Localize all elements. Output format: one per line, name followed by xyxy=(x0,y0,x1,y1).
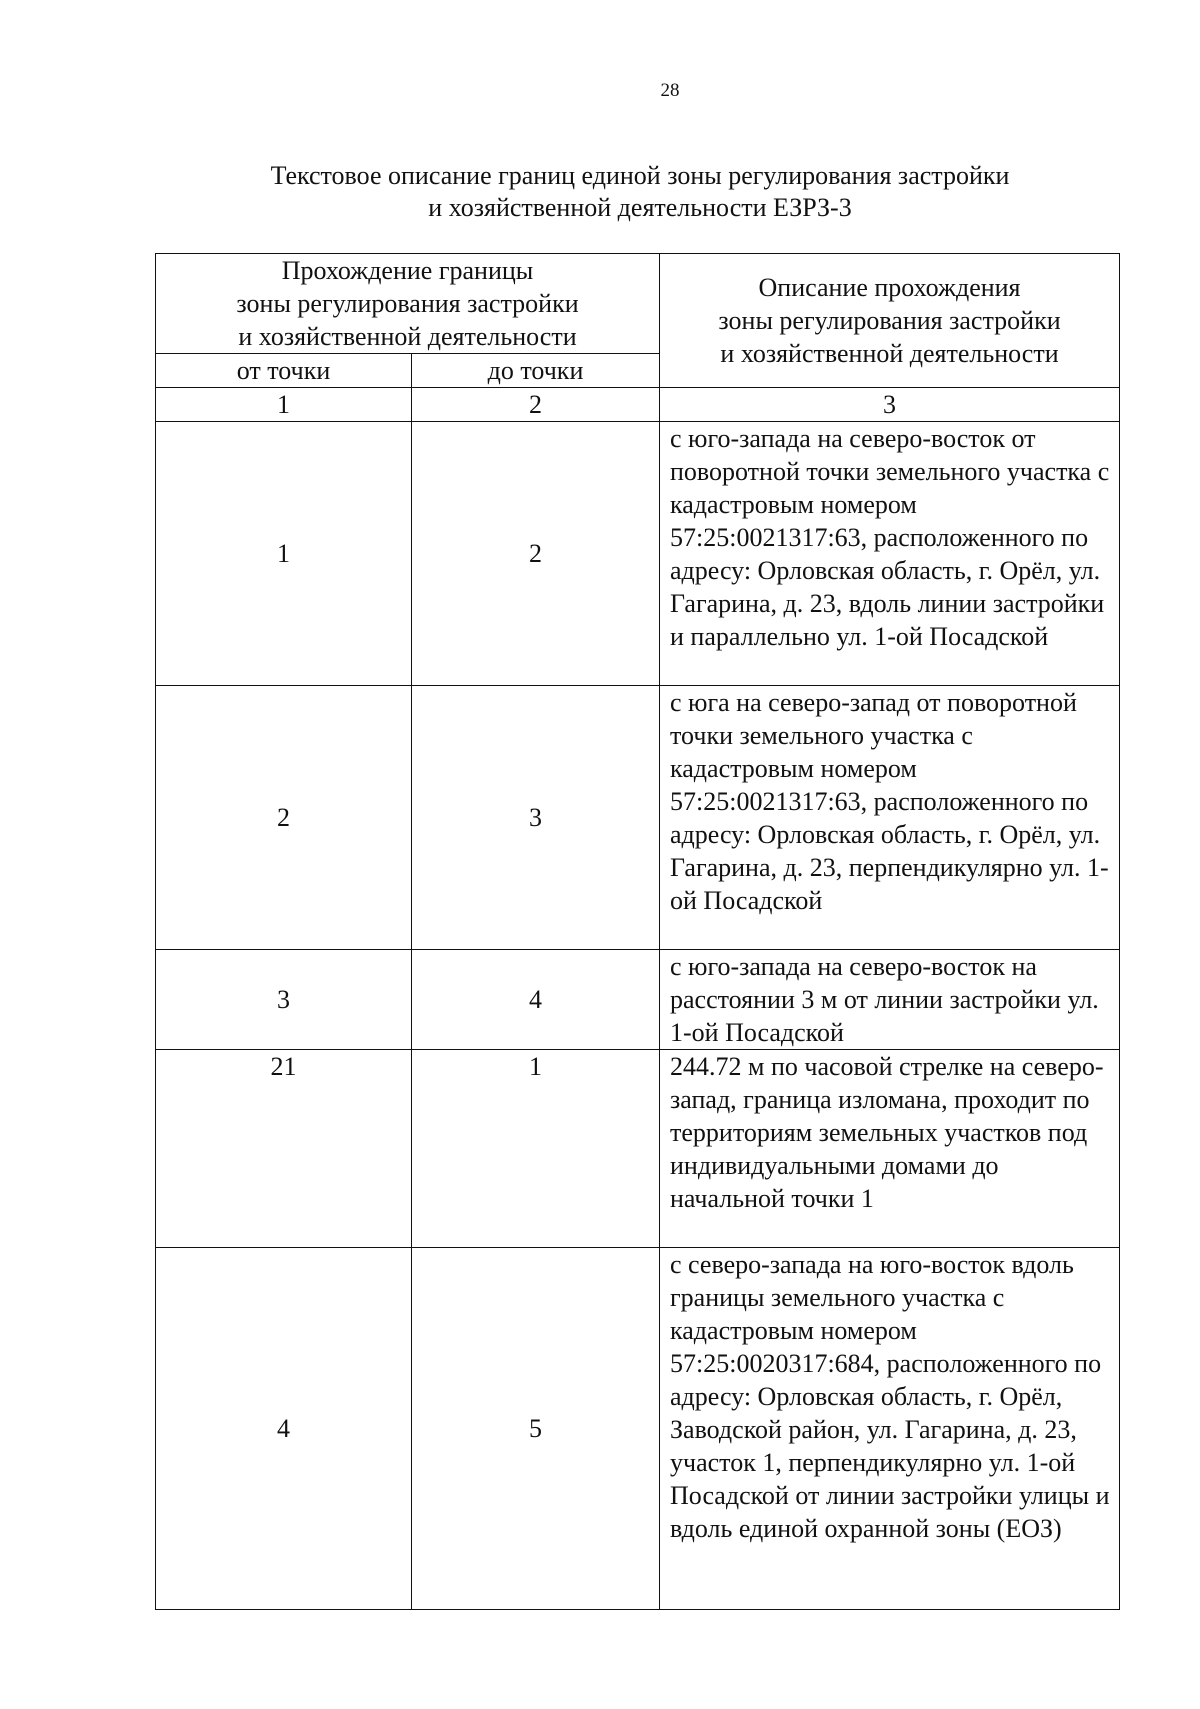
column-number: 3 xyxy=(660,388,1120,422)
from-point-cell: 3 xyxy=(156,950,412,1050)
to-point-cell: 3 xyxy=(412,686,660,950)
column-number: 2 xyxy=(412,388,660,422)
header-to-point: до точки xyxy=(412,354,660,388)
table-row xyxy=(156,950,1120,1050)
to-point-cell: 4 xyxy=(412,950,660,1050)
description-cell: с юга на северо-запад от поворотной точки земельного участка с кадастровым номером 57:25:0021317:63, расположенного по адресу: Орловская область, г. Орёл, ул. Гагарина, д. 23, перпендикулярно ул. 1-ой Посадской xyxy=(660,686,1120,950)
title-line-2: и хозяйственной деятельности ЕЗРЗ-3 xyxy=(428,193,852,222)
column-number: 1 xyxy=(156,388,412,422)
header-description: Описание прохождения зоны регулирования застройки и хозяйственной деятельности xyxy=(660,254,1120,388)
description-cell: с юго-запада на северо-восток от поворотной точки земельного участка с кадастровым номером 57:25:0021317:63, расположенного по адресу: Орловская область, г. Орёл, ул. Гагарина, д. 23, вдоль линии застройки и параллельно ул. 1-ой Посадской xyxy=(660,422,1120,686)
from-point-cell: 1 xyxy=(156,422,412,686)
page-number: 28 xyxy=(660,80,680,101)
table-row xyxy=(156,1248,1120,1610)
table-row xyxy=(156,686,1120,950)
table-row xyxy=(156,422,1120,686)
table-row xyxy=(156,1050,1120,1248)
description-cell: 244.72 м по часовой стрелке на северо-запад, граница изломана, проходит по территориям земельных участков под индивидуальными домами до начальной точки 1 xyxy=(660,1050,1120,1248)
document-title xyxy=(180,160,1100,224)
header-boundary-passage: Прохождение границы зоны регулирования застройки и хозяйственной деятельности xyxy=(156,254,660,354)
to-point-cell: 1 xyxy=(412,1050,660,1248)
description-cell: с северо-запада на юго-восток вдоль границы земельного участка с кадастровым номером 57:25:0020317:684, расположенного по адресу: Орловская область, г. Орёл, Заводской район, ул. Гагарина, д. 23, участок 1, перпендикулярно ул. 1-ой Посадской от линии застройки улицы и вдоль единой охранной зоны (ЕОЗ) xyxy=(660,1248,1120,1610)
boundary-description-table xyxy=(155,253,1120,1610)
from-point-cell: 2 xyxy=(156,686,412,950)
from-point-cell: 21 xyxy=(156,1050,412,1248)
to-point-cell: 2 xyxy=(412,422,660,686)
to-point-cell: 5 xyxy=(412,1248,660,1610)
from-point-cell: 4 xyxy=(156,1248,412,1610)
header-from-point: от точки xyxy=(156,354,412,388)
description-cell: с юго-запада на северо-восток на расстоянии 3 м от линии застройки ул. 1-ой Посадской xyxy=(660,950,1120,1050)
title-line-1: Текстовое описание границ единой зоны регулирования застройки xyxy=(270,161,1010,190)
